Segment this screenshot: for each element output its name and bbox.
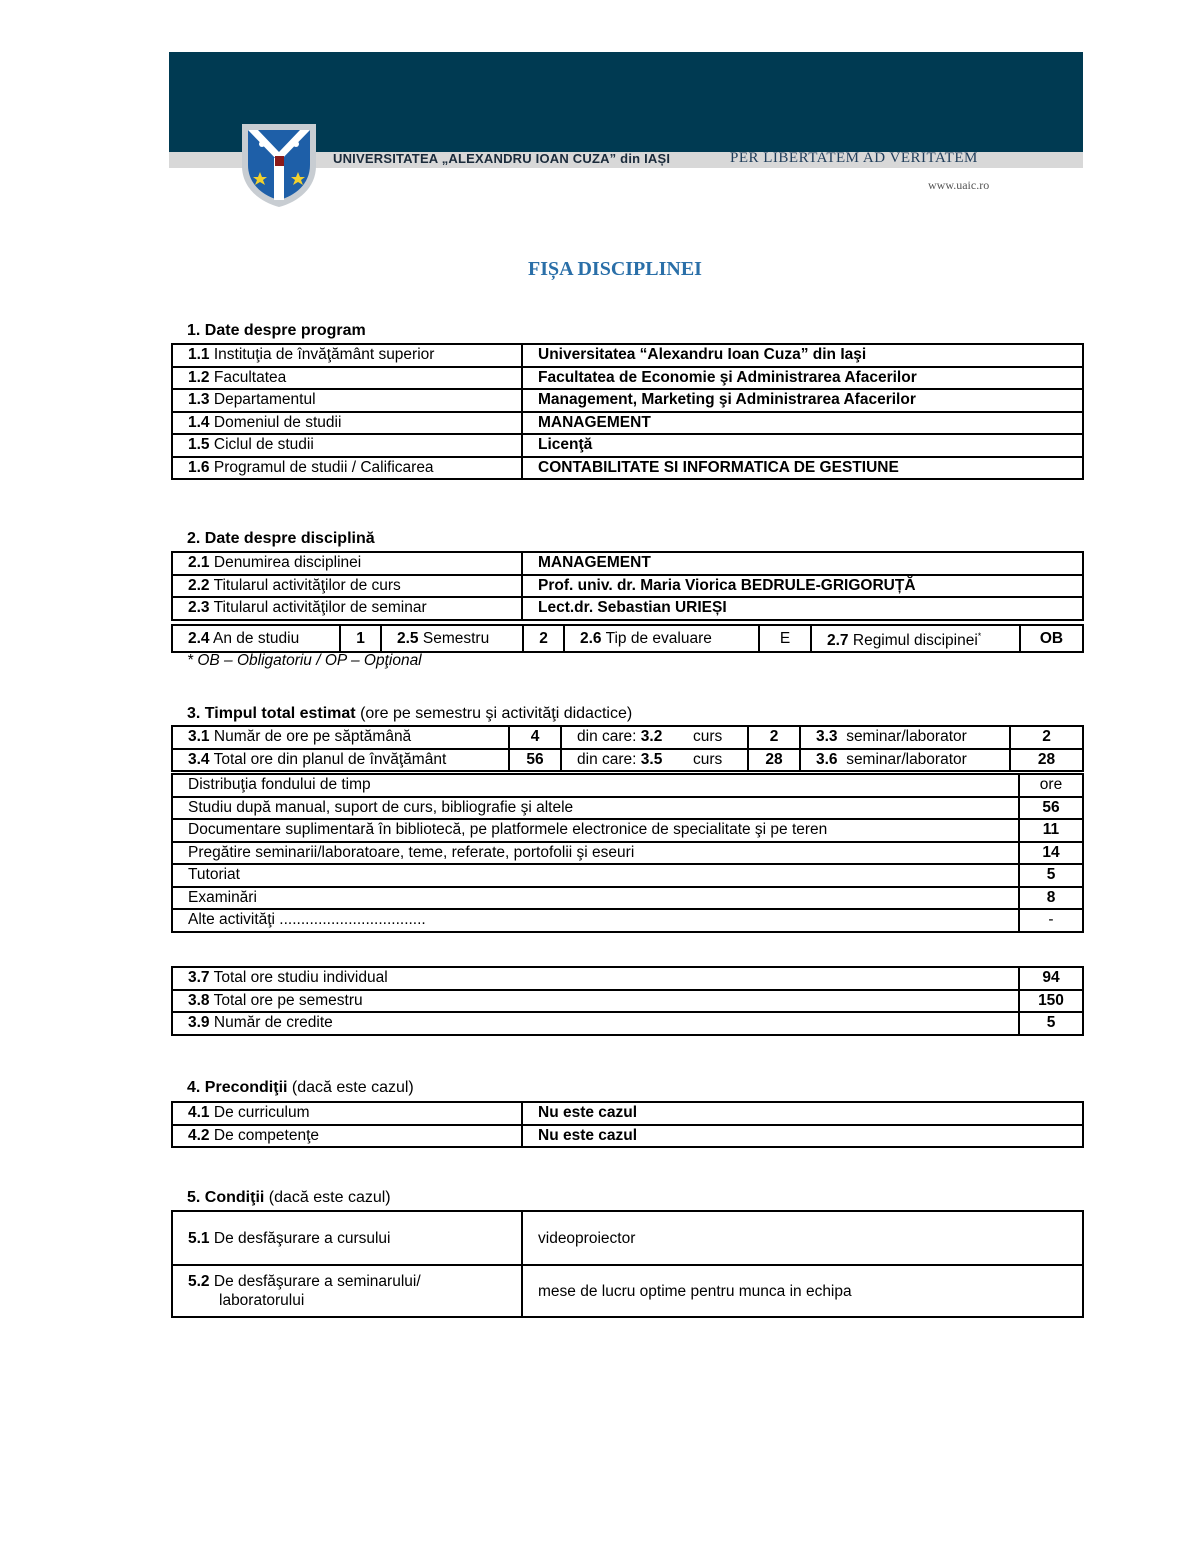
table-row: 3.7 Total ore studiu individual 94: [172, 967, 1083, 990]
table-row: 1.4 Domeniul de studii MANAGEMENT: [172, 412, 1083, 435]
section-4-title: 4. Precondiţii (dacă este cazul): [187, 1079, 414, 1096]
table-row: Studiu după manual, suport de curs, bibliografie şi altele 56: [172, 797, 1083, 820]
table-row: 3.9 Număr de credite 5: [172, 1012, 1083, 1035]
section-5-title: 5. Condiţii (dacă este cazul): [187, 1189, 391, 1206]
time-totals-table: [171, 966, 1084, 1036]
table-row: 2.3 Titularul activităţilor de seminar Lect.dr. Sebastian URIEȘI: [172, 597, 1083, 620]
table-row: Alte activităţi .................................. -: [172, 909, 1083, 932]
table-row: 1.3 Departamentul Management, Marketing şi Administrarea Afacerilor: [172, 389, 1083, 412]
table-row: 4.1 De curriculum Nu este cazul: [172, 1102, 1083, 1125]
section-3-title: 3. Timpul total estimat (ore pe semestru şi activităţi didactice): [187, 705, 633, 722]
university-name: UNIVERSITATEA „ALEXANDRU IOAN CUZA” din IAȘI: [333, 151, 671, 166]
table-row: 3.4 Total ore din planul de învăţământ 56 din care: 3.5 curs 28 3.6 seminar/laborator 28: [172, 749, 1083, 772]
table-row: 1.6 Programul de studii / Calificarea CONTABILITATE SI INFORMATICA DE GESTIUNE: [172, 457, 1083, 480]
university-crest-icon: [238, 122, 320, 208]
table-row: 5.1 De desfăşurare a cursului videoproiector: [172, 1211, 1083, 1265]
table-row: 5.2 De desfăşurare a seminarului/ laboratorului mese de lucru optime pentru munca in echipa: [172, 1265, 1083, 1317]
table-row: 1.5 Ciclul de studii Licenţă: [172, 434, 1083, 457]
table-row: 2.4 An de studiu 1 2.5 Semestru 2 2.6 Tip de evaluare E 2.7 Regimul discipinei* OB: [172, 625, 1083, 652]
table-row: 2.1 Denumirea disciplinei MANAGEMENT: [172, 552, 1083, 575]
table-row: 1.1 Instituţia de învăţământ superior Universitatea “Alexandru Ioan Cuza” din Iaşi: [172, 344, 1083, 367]
table-row: Documentare suplimentară în bibliotecă, pe platformele electronice de specialitate şi pe teren 11: [172, 819, 1083, 842]
document-title: FIȘA DISCIPLINEI: [528, 258, 702, 280]
time-hours-table: [171, 725, 1084, 772]
table-row: 2.2 Titularul activităţilor de curs Prof. univ. dr. Maria Viorica BEDRULE-GRIGORUȚĂ: [172, 575, 1083, 598]
time-distribution-table: [171, 773, 1084, 933]
university-motto: PER LIBERTATEM AD VERITATEM: [730, 150, 978, 166]
preconditions-table: [171, 1101, 1084, 1148]
table-row: Distribuţia fondului de timp ore: [172, 774, 1083, 797]
table-row: Tutoriat 5: [172, 864, 1083, 887]
section-2-title: 2. Date despre disciplină: [187, 530, 375, 547]
discipline-table: [171, 551, 1084, 621]
university-website: www.uaic.ro: [928, 178, 990, 192]
table-row: 1.2 Facultatea Facultatea de Economie şi Administrarea Afacerilor: [172, 367, 1083, 390]
discipline-details-table: [171, 624, 1084, 653]
section-1-title: 1. Date despre program: [187, 322, 366, 339]
conditions-table: [171, 1210, 1084, 1318]
table-row: 3.1 Număr de ore pe săptămână 4 din care: 3.2 curs 2 3.3 seminar/laborator 2: [172, 726, 1083, 749]
table-row: Pregătire seminarii/laboratoare, teme, referate, portofolii şi eseuri 14: [172, 842, 1083, 865]
table-row: 4.2 De competenţe Nu este cazul: [172, 1125, 1083, 1148]
table-row: 3.8 Total ore pe semestru 150: [172, 990, 1083, 1013]
regime-footnote: * OB – Obligatoriu / OP – Opţional: [187, 652, 422, 669]
table-row: Examinări 8: [172, 887, 1083, 910]
program-table: [171, 343, 1084, 480]
